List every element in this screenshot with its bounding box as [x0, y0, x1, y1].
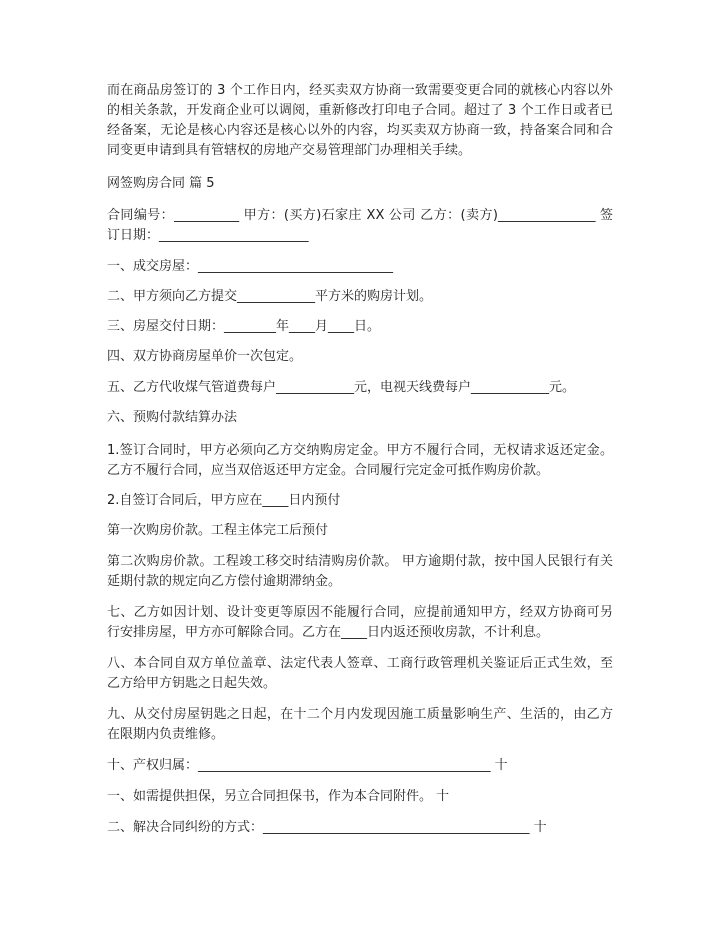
clause-1: 一、成交房屋：______________________________	[107, 259, 394, 274]
clause-9: 九、从交付房屋钥匙之日起，在十二个月内发现因施工质量影响生产、生活的，由乙方在限期内负责维修。	[107, 707, 613, 742]
clause-11: 一、如需提供担保，另立合同担保书，作为本合同附件。 十	[107, 789, 450, 804]
clause-2: 二、甲方须向乙方提交____________平方米的购房计划。	[107, 289, 433, 304]
clause-8: 八、本合同自双方单位盖章、法定代表人签章、工商行政管理机关鉴证后正式生效，至乙方给甲方钥匙之日起失效。	[107, 656, 613, 691]
clause-10: 十、产权归属：_____________________________________________ 十	[107, 758, 508, 773]
clause-4: 四、双方协商房屋单价一次包定。	[107, 349, 303, 364]
clause-6-1: 1.签订合同时，甲方必须向乙方交纳购房定金。甲方不履行合同，无权请求返还定金。乙方不履行合同，应当双倍返还甲方定金。合同履行完定金可抵作购房价款。	[107, 443, 613, 478]
clause-12: 二、解决合同纠纷的方式：_________________________________________ 十	[107, 820, 547, 835]
clause-6-2: 2.自签订合同后，甲方应在____日内预付	[107, 493, 341, 508]
intro-paragraph: 而在商品房签订的 3 个工作日内，经买卖双方协商一致需要变更合同的就核心内容以外的相关条款，开发商企业可以调阅，重新修改打印电子合同。超过了 3 个工作日或者已经备案，无论是核心内容还是核心以外的内容，均买卖双方协商一致，持备案合同和合同变更申请到具有管辖权的房地产交易管理部门办理相关手续。	[107, 83, 613, 158]
clause-6: 六、预购付款结算办法	[107, 410, 238, 425]
payment-2: 第二次购房价款。工程竣工移交时结清购房价款。 甲方逾期付款，按中国人民银行有关延期付款的规定向乙方偿付逾期滞纳金。	[107, 554, 613, 589]
clause-7: 七、乙方如因计划、设计变更等原因不能履行合同，应提前通知甲方，经双方协商可另行安排房屋，甲方亦可解除合同。乙方在____日内返还预收房款，不计利息。	[107, 605, 613, 640]
contract-header-line: 合同编号：__________ 甲方：(买方)石家庄 XX 公司 乙方：(卖方)_______________ 签订日期：_______________________	[107, 208, 613, 243]
payment-1: 第一次购房价款。工程主体完工后预付	[107, 523, 329, 538]
section-title: 网签购房合同 篇 5	[107, 176, 215, 191]
clause-3: 三、房屋交付日期：________年____月____日。	[107, 319, 381, 334]
clause-5: 五、乙方代收煤气管道费每户____________元，电视天线费每户____________元。	[107, 380, 576, 395]
